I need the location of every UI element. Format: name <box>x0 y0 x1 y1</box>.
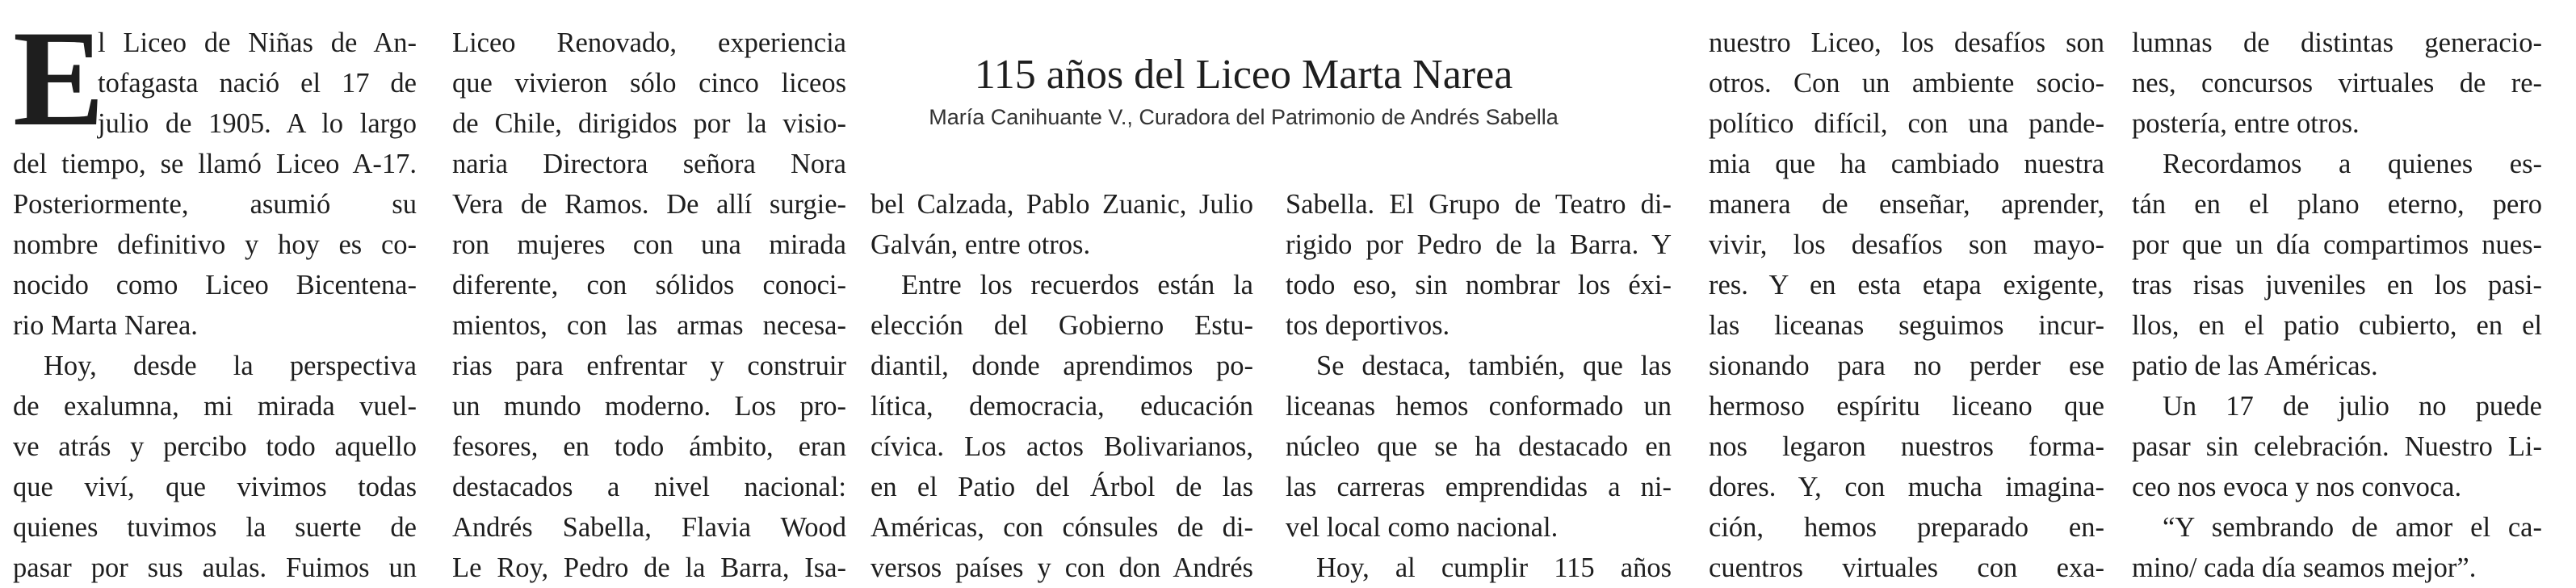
text-line: dores. Y, con mucha imagina- <box>1709 472 2104 502</box>
text-line: naria Directora señora Nora <box>452 149 846 179</box>
text-line: ron mujeres con una mirada <box>452 229 846 260</box>
article-column-3 <box>871 184 1253 588</box>
text-line: Hoy, desde la perspectiva <box>44 351 417 381</box>
text-line: tofagasta nació el 17 de <box>98 68 417 99</box>
text-line: otros. Con un ambiente socio- <box>1709 68 2104 99</box>
text-line: mientos, con las armas necesa- <box>452 310 846 341</box>
text-line: destacados a nivel nacional: <box>452 472 846 502</box>
text-line: “Y sembrando de amor el ca- <box>2163 512 2542 543</box>
text-line: un mundo moderno. Los pro- <box>452 391 846 422</box>
text-line: llos, en el patio cubierto, en el <box>2132 310 2542 341</box>
text-line: Américas, con cónsules de di- <box>871 512 1253 543</box>
text-line: diferente, con sólidos conoci- <box>452 270 846 300</box>
text-line: mino/ cada día seamos mejor”. <box>2132 552 2477 583</box>
text-line: liceanas hemos conformado un <box>1286 391 1672 422</box>
text-line: Recordamos a quienes es- <box>2163 149 2542 179</box>
text-line: manera de enseñar, aprender, <box>1709 189 2104 220</box>
text-line: nos legaron nuestros forma- <box>1709 431 2104 462</box>
text-line: lítica, democracia, educación <box>871 391 1253 422</box>
text-line: postería, entre otros. <box>2132 108 2360 139</box>
text-line: nes, concursos virtuales de re- <box>2132 68 2542 99</box>
text-line: tos deportivos. <box>1286 310 1450 341</box>
text-line: núcleo que se ha destacado en <box>1286 431 1672 462</box>
text-line: versos países y con don Andrés <box>871 552 1253 583</box>
text-line: Posteriormente, asumió su <box>13 189 417 220</box>
text-line: bel Calzada, Pablo Zuanic, Julio <box>871 189 1253 220</box>
text-line: ceo nos evoca y nos convoca. <box>2132 472 2462 502</box>
text-line: vivir, los desafíos son mayo- <box>1709 229 2104 260</box>
text-line: político difícil, con una pande- <box>1709 108 2104 139</box>
text-line: rio Marta Narea. <box>13 310 198 341</box>
text-line: las carreras emprendidas a ni- <box>1286 472 1672 502</box>
text-line: nuestro Liceo, los desafíos son <box>1709 27 2104 58</box>
text-line: del tiempo, se llamó Liceo A-17. <box>13 149 417 179</box>
article-column-6 <box>2132 23 2542 588</box>
text-line: Liceo Renovado, experiencia <box>452 27 846 58</box>
text-line: de Chile, dirigidos por la visio- <box>452 108 846 139</box>
text-line: las liceanas seguimos incur- <box>1709 310 2104 341</box>
text-line: que vivieron sólo cinco liceos <box>452 68 846 99</box>
text-line: cívica. Los actos Bolivarianos, <box>871 431 1253 462</box>
text-line: Andrés Sabella, Flavia Wood <box>452 512 846 543</box>
text-line: Se destaca, también, que las <box>1316 351 1672 381</box>
text-line: rigido por Pedro de la Barra. Y <box>1286 229 1672 260</box>
text-line: julio de 1905. A lo largo <box>98 108 417 139</box>
text-line: Un 17 de julio no puede <box>2163 391 2542 422</box>
text-line: l Liceo de Niñas de An- <box>98 27 417 58</box>
text-line: nocido como Liceo Bicentena- <box>13 270 417 300</box>
text-line: elección del Gobierno Estu- <box>871 310 1253 341</box>
text-line: todo eso, sin nombrar los éxi- <box>1286 270 1672 300</box>
text-line: cuentros virtuales con exa- <box>1709 552 2104 583</box>
text-line: Entre los recuerdos están la <box>901 270 1253 300</box>
text-line: hermoso espíritu liceano que <box>1709 391 2104 422</box>
text-line: vel local como nacional. <box>1286 512 1559 543</box>
text-line: diantil, donde aprendimos po- <box>871 351 1253 381</box>
article-byline: María Canihuante V., Curadora del Patrimonio de Andrés Sabella <box>929 105 1559 129</box>
text-line: lumnas de distintas generacio- <box>2132 27 2542 58</box>
text-line: quienes tuvimos la suerte de <box>13 512 417 543</box>
article-column-4 <box>1286 184 1672 588</box>
text-line: Galván, entre otros. <box>871 229 1091 260</box>
text-line: rias para enfrentar y construir <box>452 351 846 381</box>
text-line: mia que ha cambiado nuestra <box>1709 149 2104 179</box>
text-line: fesores, en todo ámbito, eran <box>452 431 846 462</box>
text-line: sionando para no perder ese <box>1709 351 2104 381</box>
text-line: Hoy, al cumplir 115 años <box>1316 552 1672 583</box>
text-line: Sabella. El Grupo de Teatro di- <box>1286 189 1672 220</box>
article-column-2 <box>452 23 846 588</box>
text-line: Vera de Ramos. De allí surgie- <box>452 189 846 220</box>
text-line: tras risas juveniles en los pasi- <box>2132 270 2542 300</box>
text-line: que viví, que vivimos todas <box>13 472 417 502</box>
text-line: de exalumna, mi mirada vuel- <box>13 391 417 422</box>
text-line: tán en el plano eterno, pero <box>2132 189 2542 220</box>
article-column-1 <box>13 2 417 588</box>
text-line: pasar sin celebración. Nuestro Li- <box>2132 431 2542 462</box>
text-line: res. Y en esta etapa exigente, <box>1709 270 2104 300</box>
text-line: ción, hemos preparado en- <box>1709 512 2104 543</box>
text-line: patio de las Américas. <box>2132 351 2378 381</box>
text-line: nombre definitivo y hoy es co- <box>13 229 417 260</box>
text-line: en el Patio del Árbol de las <box>871 472 1253 502</box>
text-line: por que un día compartimos nues- <box>2132 229 2542 260</box>
article-column-5 <box>1709 23 2104 588</box>
text-line: ve atrás y percibo todo aquello <box>13 431 417 462</box>
text-line: pasar por sus aulas. Fuimos un <box>13 552 417 583</box>
text-line: Le Roy, Pedro de la Barra, Isa- <box>452 552 846 583</box>
article-headline: 115 años del Liceo Marta Narea <box>974 51 1513 98</box>
drop-cap: E <box>13 2 105 154</box>
